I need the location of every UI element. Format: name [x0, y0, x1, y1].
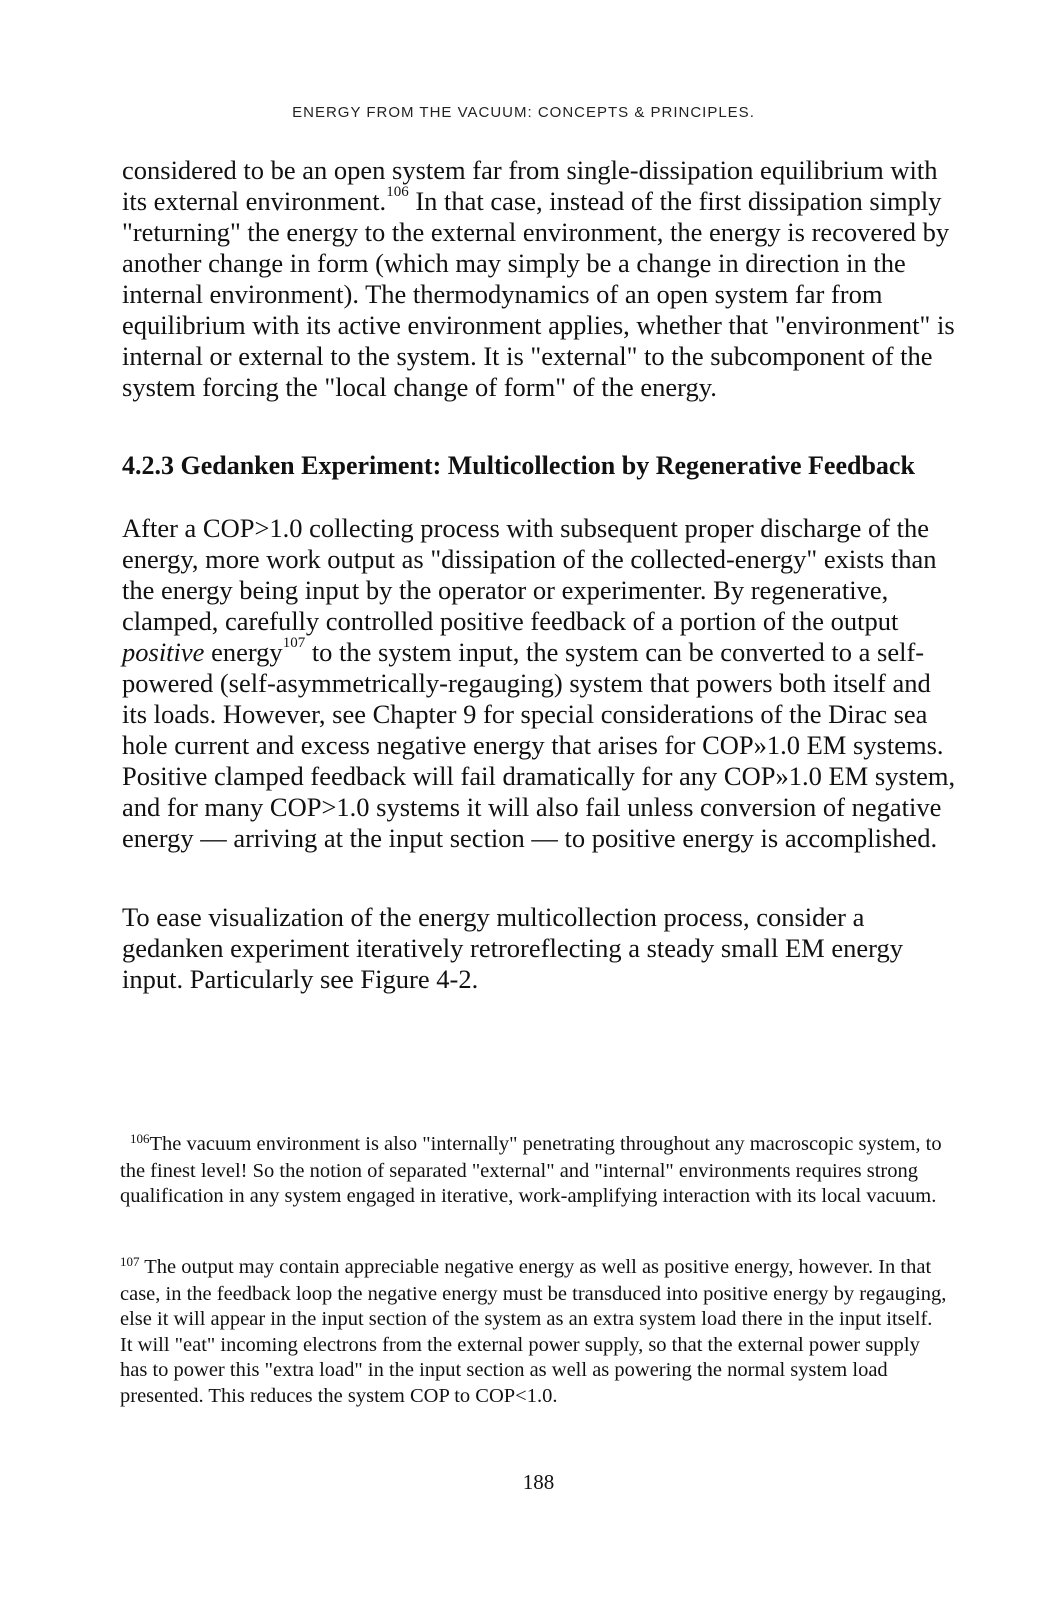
- page-number: 188: [522, 1470, 555, 1494]
- paragraph-text: to the system input, the system can be converted to a self-powered (self-asymmetrically-regauging) system that powers both itself and its loads. However, see Chapter 9 for special considerations of the Dirac sea hole current and excess negative energy that arises for COP»1.0 EM systems. Positive clamped feedback will fail dramatically for any COP»1.0 EM system, and for many COP>1.0 systems it will also fail unless conversion of negative energy — arriving at the input section — to positive energy is accomplished.: [122, 637, 956, 853]
- footnote-ref-106[interactable]: 106: [386, 184, 409, 201]
- paragraph-text: considered to be an open system far from single-dissipation equilibrium with its external environment.: [122, 155, 938, 216]
- footnote-number: 107: [120, 1254, 140, 1269]
- running-header: ENERGY FROM THE VACUUM: CONCEPTS & PRINCIPLES.: [292, 104, 755, 121]
- paragraph-text: energy: [204, 637, 283, 667]
- paragraph-text: After a COP>1.0 collecting process with subsequent proper discharge of the energy, more work output as "dissipation of the collected-energy" exists than the energy being input by the operator or experimenter. By regenerative, clamped, carefully controlled positive feedback of a portion of the output: [122, 513, 937, 636]
- footnote-text: The output may contain appreciable negative energy as well as positive energy, however. In that case, in the feedback loop the negative energy must be transduced into positive energy by regauging, else it will appear in the input section of the system as an extra system load there in the input itself. It will "eat" incoming electrons from the external power supply, so that the external power supply has to power this "extra load" in the input section as well as powering the normal system load presented. This reduces the system COP to COP<1.0.: [120, 1256, 947, 1407]
- paragraph-open-system: [122, 155, 962, 403]
- footnote-107: [120, 1255, 950, 1409]
- footnote-text: The vacuum environment is also "internally" penetrating throughout any macroscopic system, to the finest level! So the notion of separated "external" and "internal" environments requires strong qualification in any system engaged in iterative, work-amplifying interaction with its local vacuum.: [120, 1133, 942, 1207]
- footnote-ref-107[interactable]: 107: [282, 635, 306, 652]
- paragraph-visualization: To ease visualization of the energy multicollection process, consider a gedanken experiment iteratively retroreflecting a steady small EM energy input. Particularly see Figure 4-2.: [122, 902, 903, 994]
- footnote-number: 106: [130, 1131, 150, 1146]
- emphasis-positive: positive: [122, 637, 205, 667]
- footnote-106: [120, 1132, 950, 1210]
- paragraph-feedback: [122, 513, 962, 854]
- section-heading: 4.2.3 Gedanken Experiment: Multicollection by Regenerative Feedback: [122, 451, 915, 480]
- paragraph-text: In that case, instead of the first dissipation simply "returning" the energy to the external environment, the energy is recovered by another change in form (which may simply be a change in direction in the internal environment). The thermodynamics of an open system far from equilibrium with its active environment applies, whether that "environment" is internal or external to the system. It is "external" to the subcomponent of the system forcing the "local change of form" of the energy.: [122, 186, 955, 402]
